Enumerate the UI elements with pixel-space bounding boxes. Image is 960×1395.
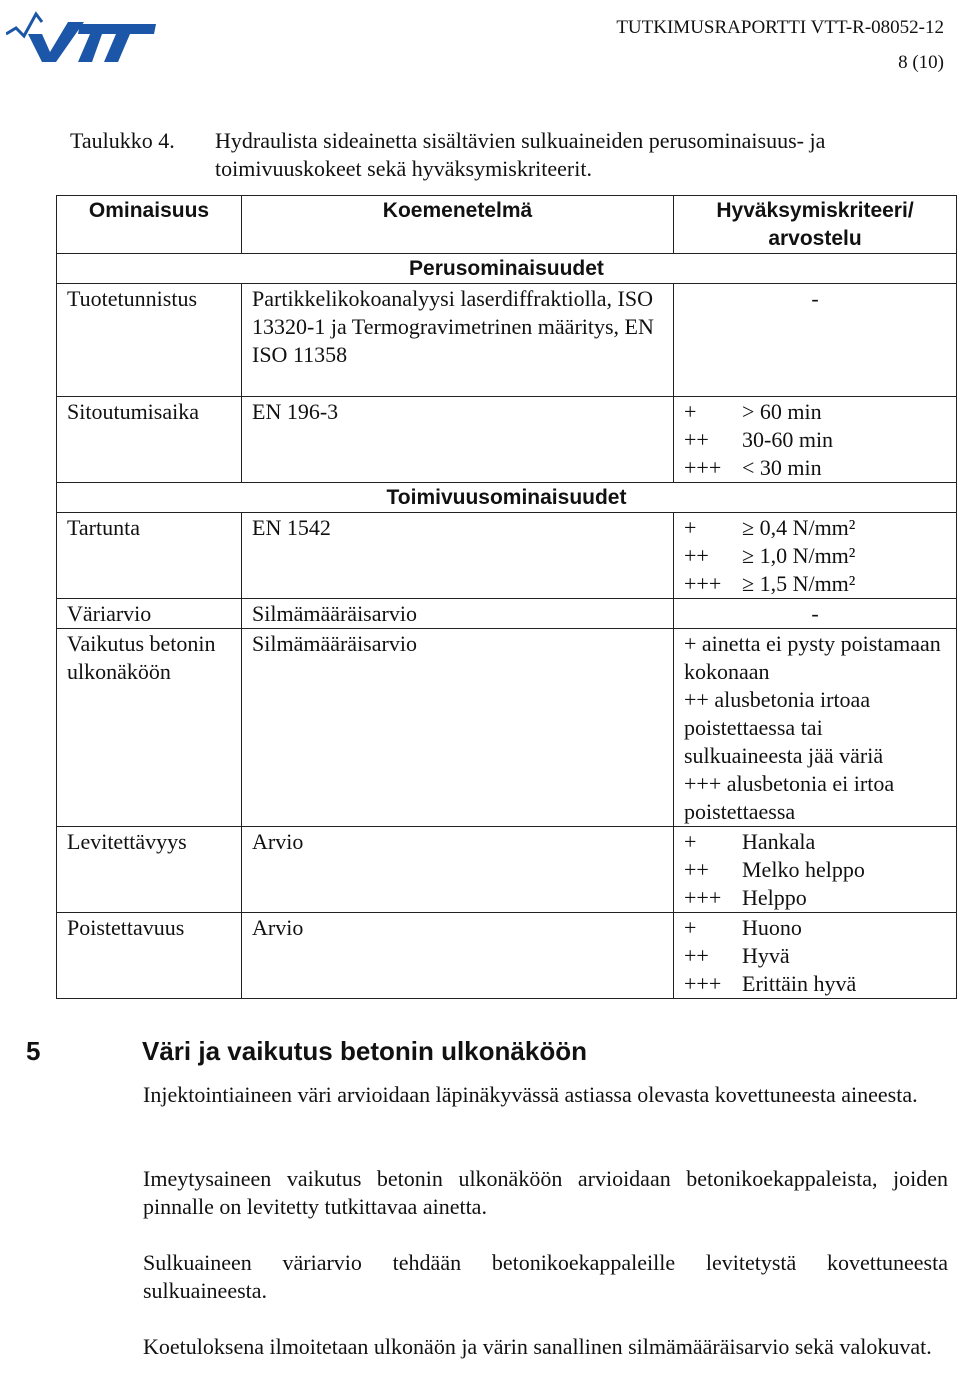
paragraph: Injektointiaineen väri arvioidaan läpinäkyvässä astiassa olevasta kovettuneesta aineesta. bbox=[143, 1082, 918, 1107]
criteria-symbol: +++ bbox=[684, 455, 722, 480]
cell-method: EN 196-3 bbox=[242, 397, 674, 483]
criteria-symbol: +++ bbox=[684, 571, 722, 596]
criteria-value: 30-60 min bbox=[742, 427, 834, 452]
table-row bbox=[57, 284, 957, 397]
cell-property: Tuotetunnistus bbox=[57, 284, 242, 397]
criteria-value: ≥ 1,5 N/mm² bbox=[742, 571, 856, 596]
criteria-symbol: ++ bbox=[684, 427, 709, 452]
criteria-line bbox=[684, 970, 946, 998]
criteria-line: ++ alusbetonia irtoaa poistettaessa tai sulkuaineesta jää väriä bbox=[684, 687, 884, 768]
criteria-value: Hyvä bbox=[742, 943, 790, 968]
criteria-symbol: + bbox=[684, 515, 697, 540]
criteria-line bbox=[684, 942, 946, 970]
criteria-line bbox=[684, 398, 946, 426]
cell-property: Sitoutumisaika bbox=[57, 397, 242, 483]
vtt-logo bbox=[6, 8, 156, 64]
table-row bbox=[57, 513, 957, 599]
paragraph: Koetuloksena ilmoitetaan ulkonäön ja värin sanallinen silmämääräisarvio sekä valokuvat. bbox=[143, 1334, 932, 1359]
criteria-symbol: ++ bbox=[684, 943, 709, 968]
table-row bbox=[57, 913, 957, 999]
criteria-symbol: + bbox=[684, 915, 697, 940]
caption-text: Hydraulista sideainetta sisältävien sulkuaineiden perusominaisuus- ja toimivuuskokeet sekä hyväksymiskriteerit. bbox=[215, 128, 826, 181]
criteria-value: Melko helppo bbox=[742, 857, 865, 882]
caption-label: Taulukko 4. bbox=[70, 128, 175, 153]
cell-criteria bbox=[674, 397, 957, 483]
cell-method: Silmämääräisarvio bbox=[242, 629, 674, 827]
section-number: 5 bbox=[26, 1036, 41, 1066]
table-header-row bbox=[57, 196, 957, 254]
criteria-value: ≥ 0,4 N/mm² bbox=[742, 515, 856, 540]
criteria-symbol: + bbox=[684, 829, 697, 854]
criteria-symbol: ++ bbox=[684, 857, 709, 882]
criteria-value: > 60 min bbox=[742, 399, 822, 424]
cell-criteria: - bbox=[674, 284, 957, 397]
criteria-value: < 30 min bbox=[742, 455, 822, 480]
criteria-line bbox=[684, 828, 946, 856]
cell-criteria bbox=[674, 827, 957, 913]
table-row bbox=[57, 629, 957, 827]
requirements-table bbox=[56, 195, 957, 999]
criteria-symbol: ++ bbox=[684, 543, 709, 568]
cell-method: Arvio bbox=[242, 827, 674, 913]
cell-property: Tartunta bbox=[57, 513, 242, 599]
cell-method: Silmämääräisarvio bbox=[242, 599, 674, 629]
criteria-line bbox=[684, 914, 946, 942]
criteria-line bbox=[684, 542, 946, 570]
paragraph: Sulkuaineen väriarvio tehdään betonikoekappaleille levitetystä kovettuneesta sulkuaineesta. bbox=[143, 1250, 948, 1303]
criteria-symbol: + bbox=[684, 399, 697, 424]
criteria-line bbox=[684, 514, 946, 542]
criteria-line bbox=[684, 884, 946, 912]
cell-criteria bbox=[674, 913, 957, 999]
section-title: Väri ja vaikutus betonin ulkonäköön bbox=[142, 1036, 587, 1066]
criteria-line bbox=[684, 454, 946, 482]
cell-method: Partikkelikokoanalyysi laserdiffraktiolla, ISO 13320-1 ja Termogravimetrinen määritys, EN ISO 11358 bbox=[242, 284, 674, 397]
criteria-line bbox=[684, 570, 946, 598]
section-row bbox=[57, 483, 957, 513]
header-method: Koemenetelmä bbox=[242, 196, 674, 254]
paragraph: Imeytysaineen vaikutus betonin ulkonäköön arvioidaan betonikoekappaleista, joiden pinnalle on levitetty tutkittavaa ainetta. bbox=[143, 1166, 948, 1219]
page-number: 8 (10) bbox=[898, 52, 944, 73]
criteria-value: Huono bbox=[742, 915, 802, 940]
header-property: Ominaisuus bbox=[57, 196, 242, 254]
section-basic: Perusominaisuudet bbox=[57, 254, 957, 284]
cell-criteria bbox=[674, 513, 957, 599]
cell-property: Vaikutus betonin ulkonäköön bbox=[57, 629, 242, 827]
header-criteria: Hyväksymiskriteeri/ arvostelu bbox=[674, 196, 957, 254]
criteria-line: + ainetta ei pysty poistamaan kokonaan bbox=[684, 631, 941, 684]
cell-property: Levitettävyys bbox=[57, 827, 242, 913]
criteria-value: Helppo bbox=[742, 885, 807, 910]
table-row bbox=[57, 599, 957, 629]
criteria-value: Erittäin hyvä bbox=[742, 971, 857, 996]
criteria-value: Hankala bbox=[742, 829, 816, 854]
cell-method: EN 1542 bbox=[242, 513, 674, 599]
criteria-value: ≥ 1,0 N/mm² bbox=[742, 543, 856, 568]
report-id: TUTKIMUSRAPORTTI VTT-R-08052-12 bbox=[616, 17, 944, 38]
section-row bbox=[57, 254, 957, 284]
cell-property: Väriarvio bbox=[57, 599, 242, 629]
criteria-line: +++ alusbetonia ei irtoa poistettaessa bbox=[684, 771, 895, 824]
section-performance: Toimivuusominaisuudet bbox=[57, 483, 957, 513]
criteria-symbol: +++ bbox=[684, 971, 722, 996]
table-row bbox=[57, 397, 957, 483]
criteria-line bbox=[684, 426, 946, 454]
cell-criteria bbox=[674, 629, 957, 827]
table-row bbox=[57, 827, 957, 913]
criteria-symbol: +++ bbox=[684, 885, 722, 910]
cell-property: Poistettavuus bbox=[57, 913, 242, 999]
cell-criteria: - bbox=[674, 599, 957, 629]
criteria-line bbox=[684, 856, 946, 884]
cell-method: Arvio bbox=[242, 913, 674, 999]
